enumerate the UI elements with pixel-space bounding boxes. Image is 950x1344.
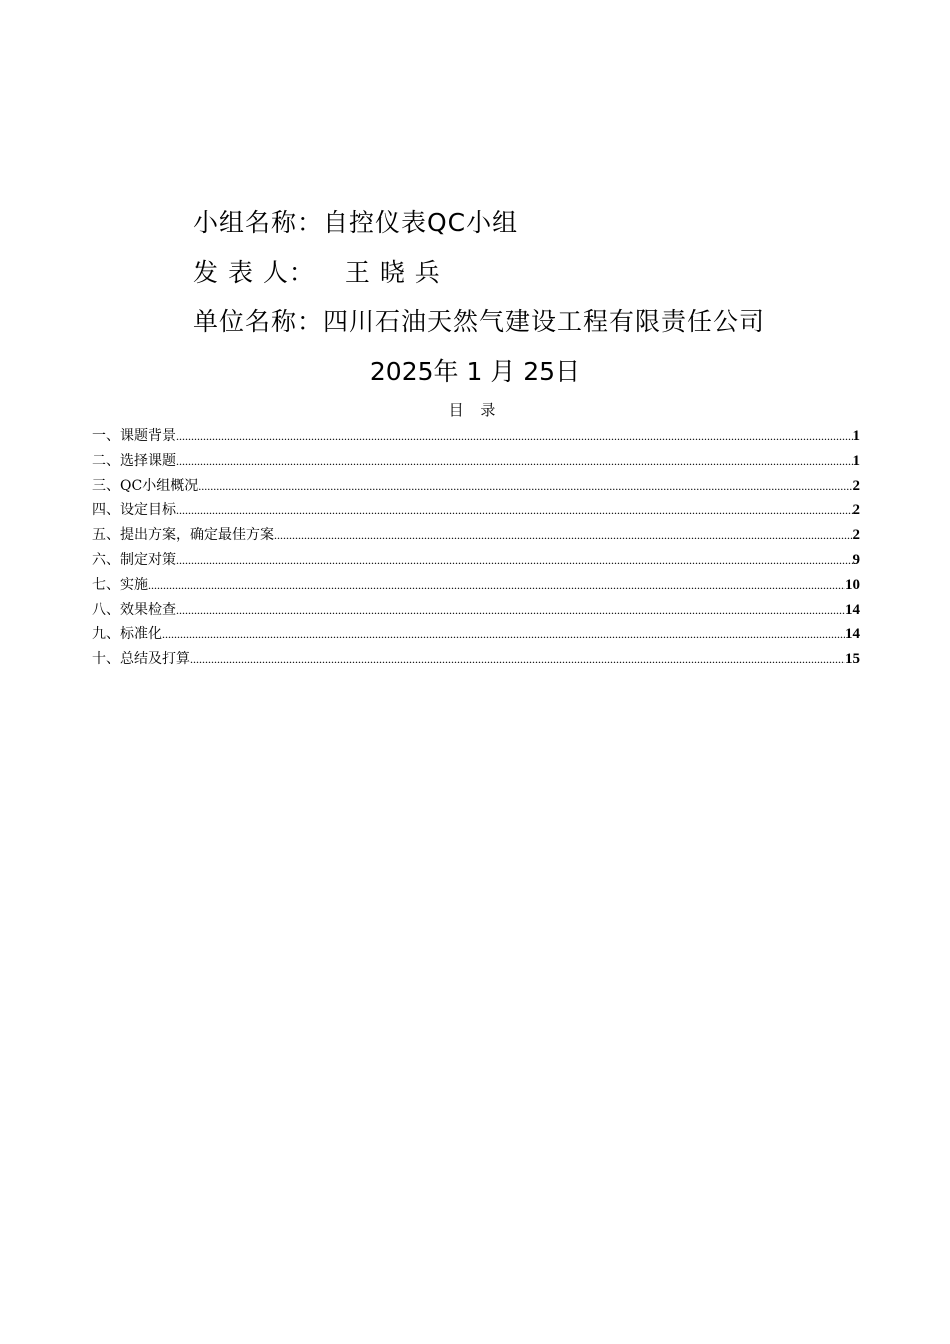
toc-entry-page: 2 — [852, 477, 860, 494]
toc-leader-dots — [162, 622, 845, 647]
toc-entry-page: 9 — [852, 551, 860, 568]
toc-title: 目 录 — [448, 401, 502, 419]
toc-leader-dots — [274, 523, 853, 548]
toc-entry-label: 九、标准化 — [92, 626, 162, 643]
toc-entry-page: 2 — [852, 502, 860, 519]
toc-leader-dots — [176, 424, 853, 449]
toc-entry-page: 14 — [845, 601, 860, 618]
toc-leader-dots — [176, 598, 845, 623]
presenter-line — [193, 258, 441, 288]
toc-entry-label: 二、选择课题 — [92, 452, 176, 469]
toc-entry-label: 八、效果检查 — [92, 601, 176, 618]
toc-entry-page: 2 — [852, 527, 860, 544]
toc-entry[interactable] — [92, 498, 860, 523]
toc-entry[interactable] — [92, 622, 860, 647]
toc-entry[interactable] — [92, 474, 860, 499]
toc-leader-dots — [176, 449, 853, 474]
toc-entry-page: 1 — [852, 428, 860, 444]
toc-entry-label: 六、制定对策 — [92, 551, 176, 568]
presenter-label: 发 表 人： — [193, 258, 315, 287]
toc-entry[interactable] — [92, 573, 860, 598]
toc-entry[interactable] — [92, 523, 860, 548]
toc-leader-dots — [176, 498, 853, 523]
group-name-line: 小组名称：自控仪表QC小组 — [193, 208, 519, 237]
toc-leader-dots — [198, 474, 852, 499]
toc-entry-label: 一、课题背景 — [92, 428, 176, 444]
report-date: 2025年 1 月 25日 — [369, 357, 581, 386]
toc-entry-label: 七、实施 — [92, 576, 148, 593]
toc-entry[interactable] — [92, 548, 860, 573]
toc-entry[interactable] — [92, 449, 860, 474]
toc-entry-label: 三、QC小组概况 — [92, 477, 199, 494]
toc-entry-page: 15 — [845, 651, 860, 668]
toc-entry-label: 十、总结及打算 — [92, 651, 190, 668]
toc-leader-dots — [148, 573, 845, 598]
toc-leader-dots — [190, 647, 845, 672]
toc-entry[interactable] — [92, 424, 860, 449]
toc-entry-label: 五、提出方案，确定最佳方案 — [92, 527, 274, 544]
toc-entry-page: 1 — [852, 452, 860, 469]
toc-leader-dots — [176, 548, 853, 573]
toc-entry-label: 四、设定目标 — [92, 502, 176, 519]
toc-entry-page: 10 — [845, 576, 860, 593]
unit-name-line: 单位名称：四川石油天然气建设工程有限责任公司 — [193, 307, 766, 336]
presenter-name: 王 晓 兵 — [344, 258, 441, 287]
toc-entry[interactable] — [92, 598, 860, 623]
toc-entry[interactable] — [92, 647, 860, 672]
table-of-contents — [92, 424, 860, 672]
toc-entry-page: 14 — [845, 626, 860, 643]
